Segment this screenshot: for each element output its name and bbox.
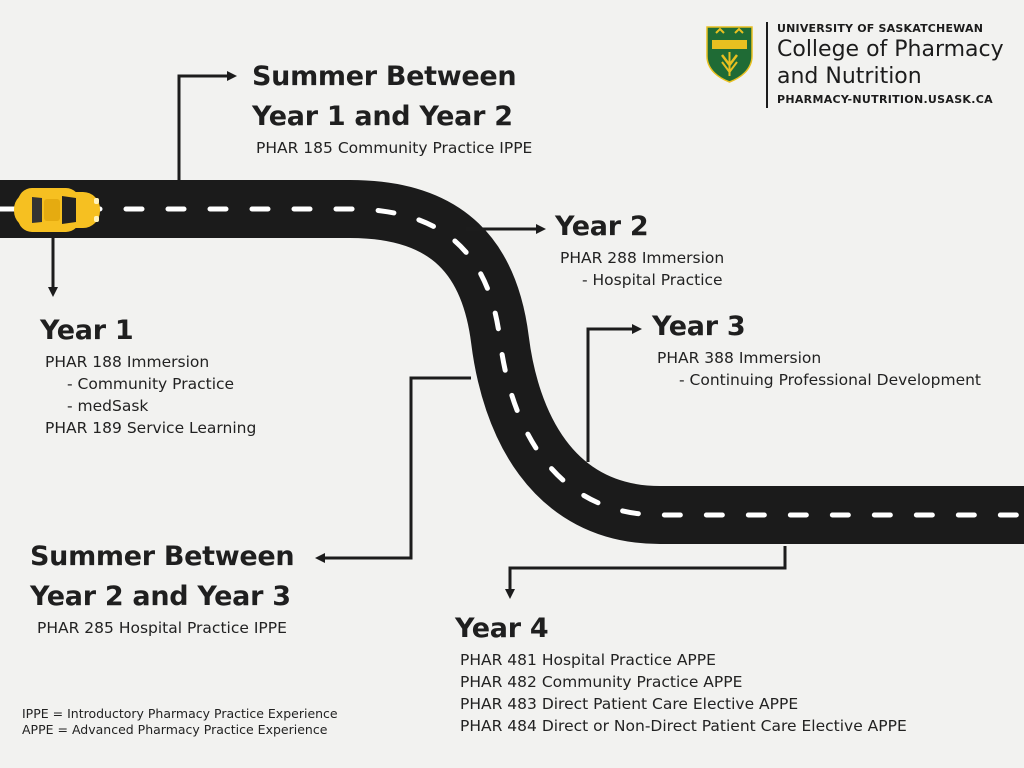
year3-block (652, 307, 981, 391)
university-shield-icon (707, 27, 752, 82)
year3-line: PHAR 388 Immersion (657, 349, 822, 367)
year4-title: Year 4 (455, 613, 549, 644)
year1-block (40, 311, 256, 439)
car-icon (14, 188, 100, 232)
year1-line: - Community Practice (67, 375, 235, 393)
year1-title: Year 1 (40, 315, 134, 346)
summer1-course: PHAR 185 Community Practice IPPE (256, 139, 533, 157)
college-logo (766, 22, 1004, 108)
summer1-title-line1: Summer Between (252, 61, 517, 92)
year2-block (555, 207, 724, 291)
legend-appe: APPE = Advanced Pharmacy Practice Experience (22, 722, 328, 737)
university-name: UNIVERSITY OF SASKATCHEWAN (777, 22, 984, 35)
year1-line: - medSask (67, 397, 149, 415)
year4-connector-arrow (510, 546, 785, 594)
year2-line: - Hospital Practice (582, 271, 723, 289)
year4-block (455, 609, 907, 737)
summer1-title-line2: Year 1 and Year 2 (252, 101, 513, 132)
college-name-line1: College of Pharmacy (777, 37, 1004, 62)
summer2-block (30, 537, 294, 639)
year1-line: PHAR 189 Service Learning (45, 419, 257, 437)
year3-connector-arrow (588, 329, 637, 462)
summer1-block (252, 57, 532, 159)
summer2-course: PHAR 285 Hospital Practice IPPE (37, 619, 287, 637)
year3-title: Year 3 (652, 311, 746, 342)
year2-title: Year 2 (555, 211, 649, 242)
summer1-connector-arrow (179, 76, 232, 180)
summer2-connector-arrow (320, 378, 471, 558)
summer2-title-line1: Summer Between (30, 541, 295, 572)
year2-line: PHAR 288 Immersion (560, 249, 725, 267)
legend-ippe: IPPE = Introductory Pharmacy Practice Experience (22, 706, 338, 721)
legend (22, 706, 338, 738)
year4-line: PHAR 484 Direct or Non-Direct Patient Care Elective APPE (460, 717, 907, 735)
year4-line: PHAR 481 Hospital Practice APPE (460, 651, 716, 669)
college-name-line2: and Nutrition (777, 64, 922, 89)
college-url[interactable]: PHARMACY-NUTRITION.USASK.CA (777, 93, 993, 106)
summer2-title-line2: Year 2 and Year 3 (30, 581, 291, 612)
year1-line: PHAR 188 Immersion (45, 353, 210, 371)
year3-line: - Continuing Professional Development (679, 371, 982, 389)
year4-line: PHAR 482 Community Practice APPE (460, 673, 743, 691)
year4-line: PHAR 483 Direct Patient Care Elective APPE (460, 695, 799, 713)
